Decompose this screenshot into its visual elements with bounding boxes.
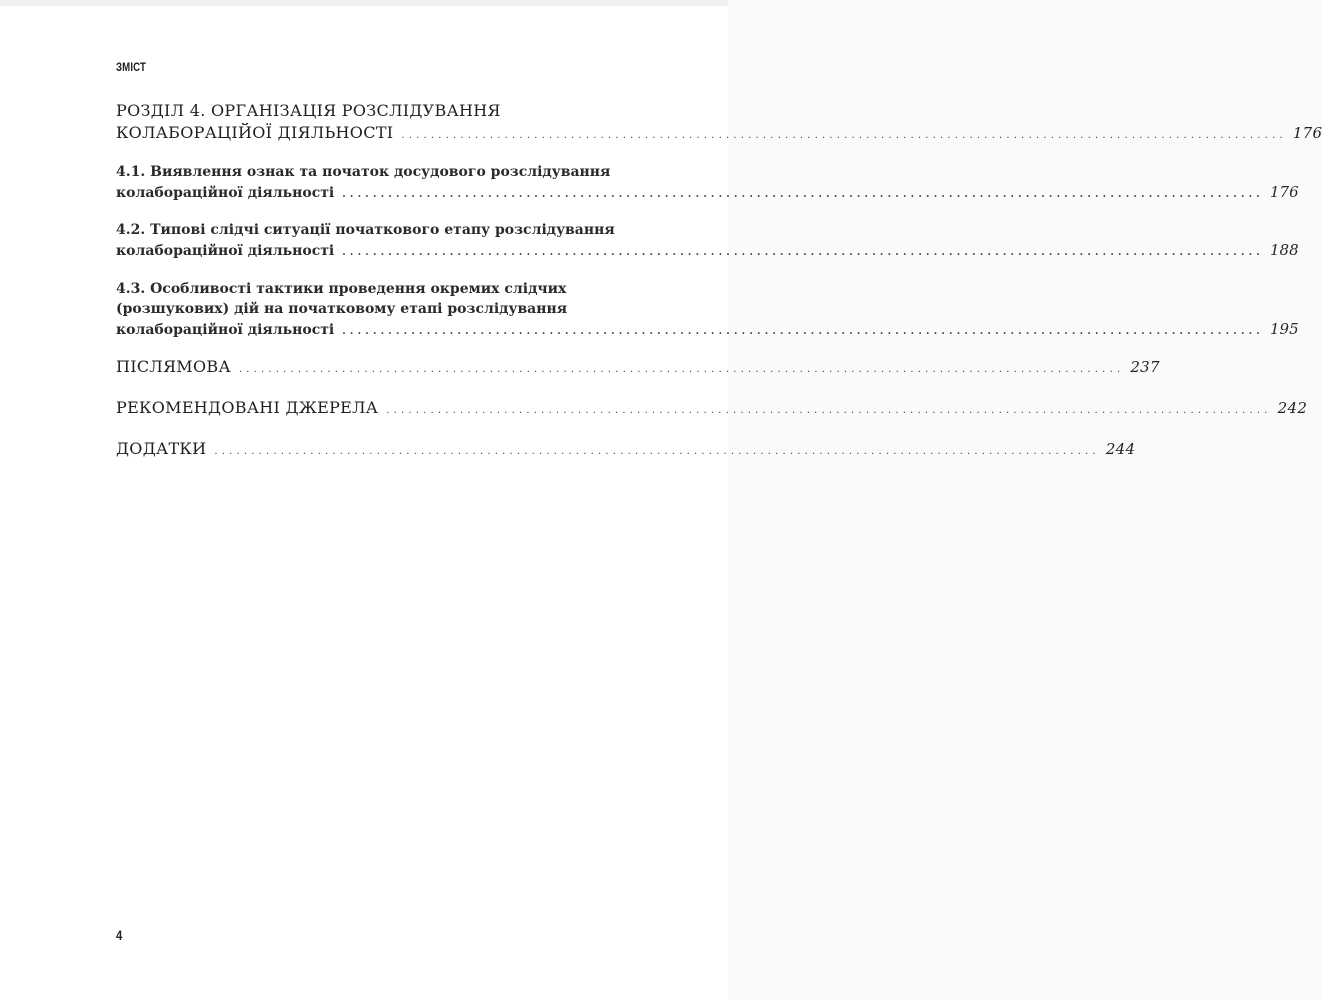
toc-entry-title-line: колабораційної діяльності xyxy=(116,185,335,201)
toc-page-number: 188 xyxy=(1270,241,1299,259)
dot-leader: ........................................................................................................................ xyxy=(342,247,1264,258)
dot-leader: ........................................................................................................................ xyxy=(342,189,1264,200)
toc-page-number: 242 xyxy=(1277,399,1308,417)
toc-page-number: 237 xyxy=(1130,358,1160,376)
toc-entry-section-4-2[interactable] xyxy=(116,220,1299,263)
toc-page-number: 195 xyxy=(1270,320,1299,338)
toc-entry-title-line: (розшукових) дій на початковому етапі розслідування xyxy=(116,301,568,317)
running-head: ЗМІСТ xyxy=(116,60,147,74)
dot-leader: ........................................................................................................................ xyxy=(214,446,1100,457)
toc-entry-title-line: 4.1. Виявлення ознак та початок досудового розслідування xyxy=(116,164,611,180)
toc-entry-section-4-1[interactable] xyxy=(116,162,1299,205)
toc-entry-title-line: ПІСЛЯМОВА xyxy=(116,357,231,376)
toc-entry-title-line: колабораційної діяльності xyxy=(116,322,335,338)
toc-entry-title-line: 4.2. Типові слідчі ситуації початкового етапу розслідування xyxy=(116,222,615,238)
toc-entry-title-line: 4.3. Особливості тактики проведення окремих слідчих xyxy=(116,281,567,297)
dot-leader: ........................................................................................................................ xyxy=(238,364,1125,375)
page-number: 4 xyxy=(116,927,123,943)
toc-entry-title-line: КОЛАБОРАЦІЙОЇ ДІЯЛЬНОСТІ xyxy=(116,123,394,142)
toc-page-number: 176 xyxy=(1270,183,1299,201)
toc-entry-title-line: колабораційної діяльності xyxy=(116,243,335,259)
toc-page-number: 176 xyxy=(1292,124,1322,142)
dot-leader: ........................................................................................................................ xyxy=(401,130,1287,141)
dot-leader: ........................................................................................................................ xyxy=(342,326,1264,337)
toc-entry-afterword[interactable] xyxy=(116,356,1160,381)
toc-entry-section-4-3[interactable] xyxy=(116,279,1299,342)
toc-entry-recommended-sources[interactable] xyxy=(116,397,1308,422)
dot-leader: ........................................................................................................................ xyxy=(386,405,1272,416)
toc-page-number: 244 xyxy=(1105,440,1136,458)
table-of-contents xyxy=(116,100,1322,463)
toc-entry-title-line: ДОДАТКИ xyxy=(116,439,207,458)
toc-entry-appendices[interactable] xyxy=(116,438,1136,463)
toc-entry-title-line: РЕКОМЕНДОВАНІ ДЖЕРЕЛА xyxy=(116,398,379,417)
toc-entry-title-line: РОЗДІЛ 4. ОРГАНІЗАЦІЯ РОЗСЛІДУВАННЯ xyxy=(116,101,501,120)
toc-entry-chapter-4[interactable] xyxy=(116,100,1322,147)
